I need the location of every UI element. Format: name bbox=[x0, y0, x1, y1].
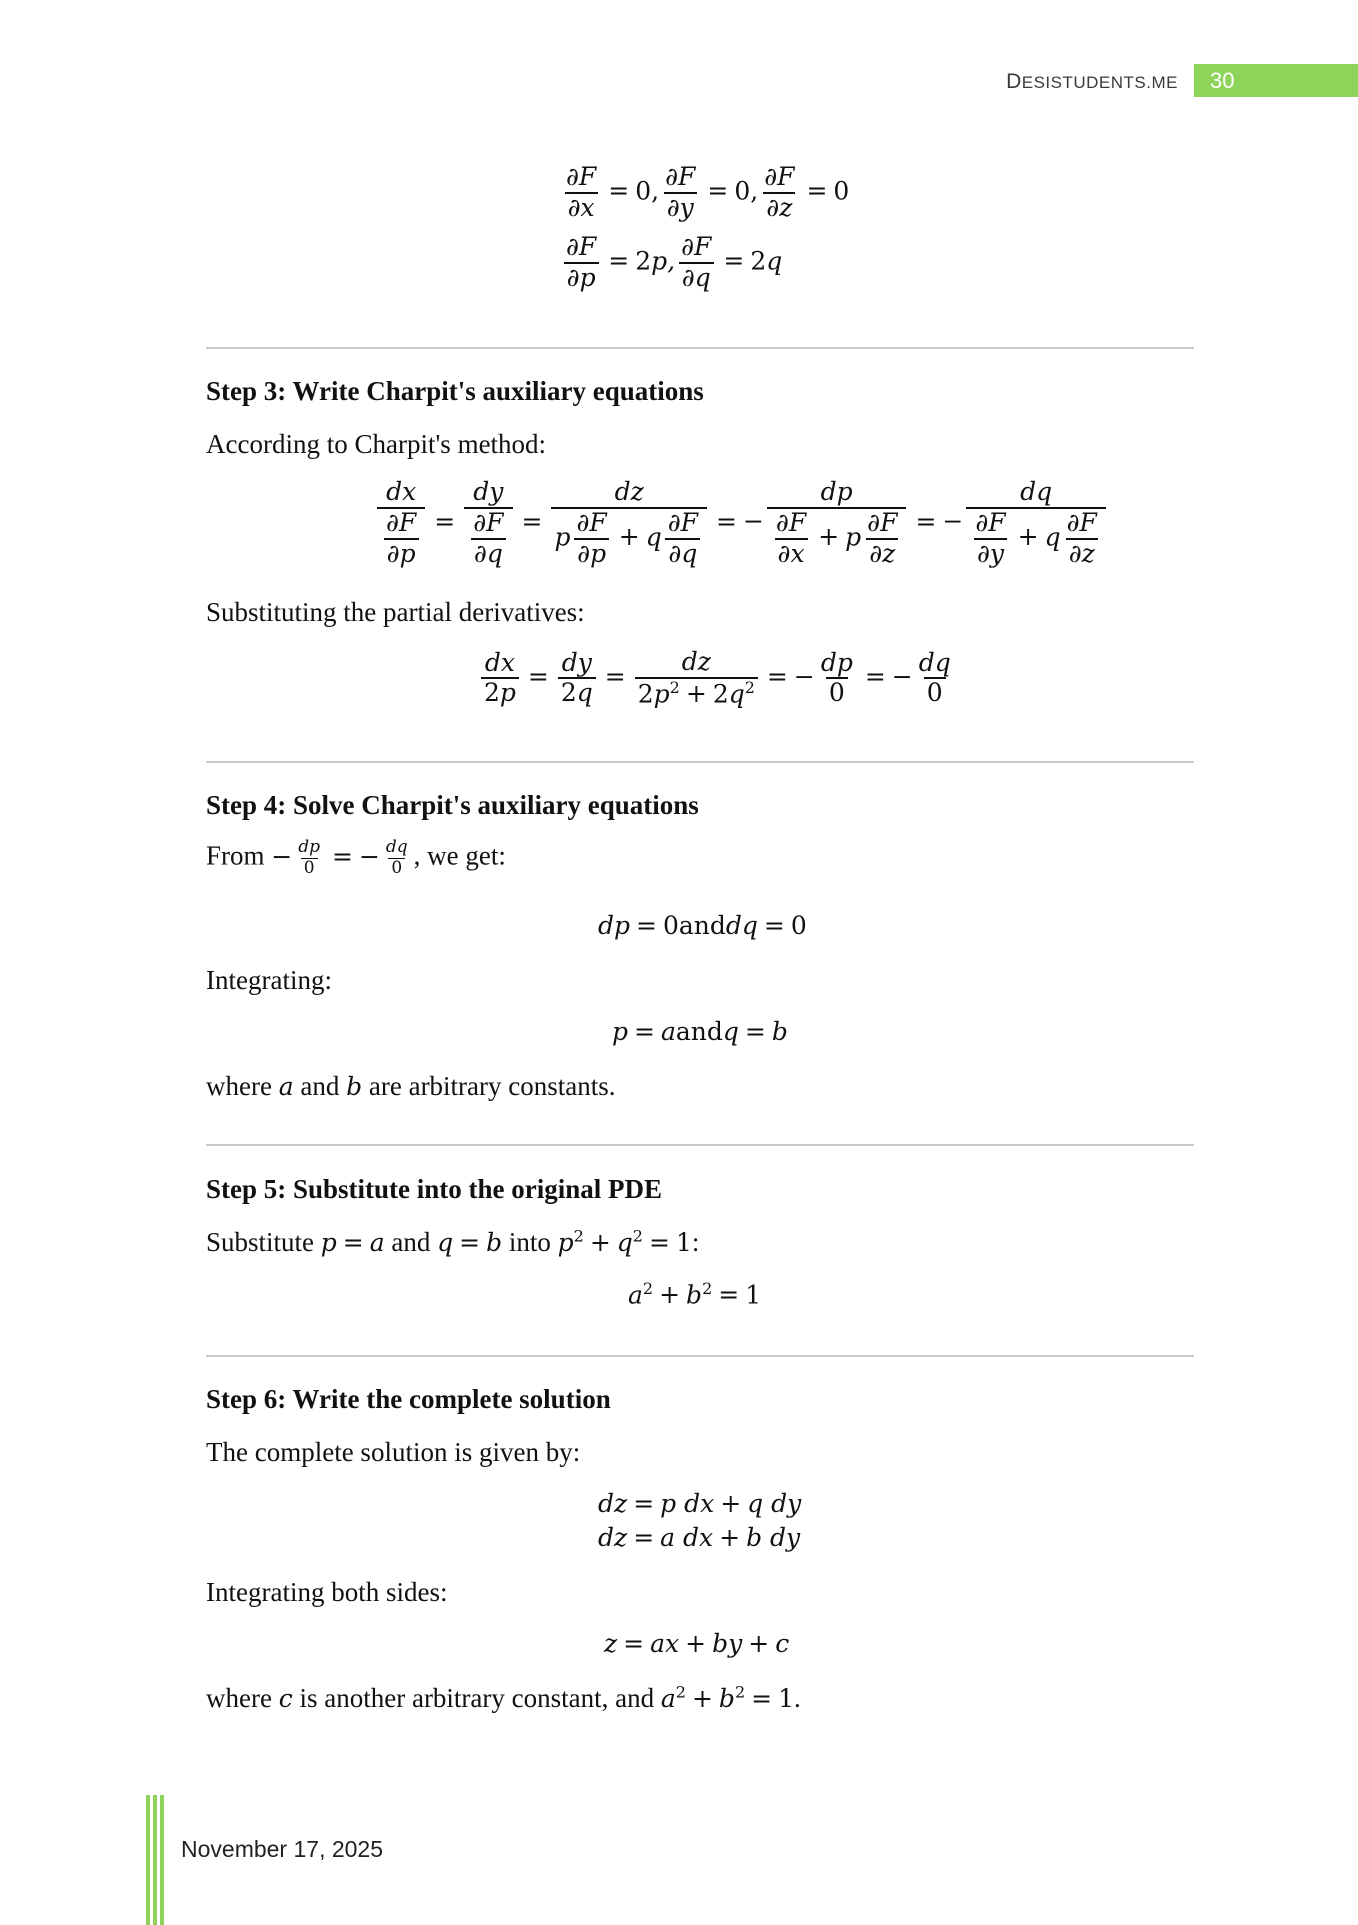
where-word: where bbox=[206, 1071, 272, 1101]
footer-date: November 17, 2025 bbox=[181, 1836, 384, 1862]
equation-dz-constants: dz = a dx + b dy bbox=[598, 1523, 801, 1552]
equation-p-q-constants: p = aandq = b bbox=[612, 1017, 788, 1046]
footer-bar bbox=[153, 1795, 157, 1925]
step4-integrating: Integrating: bbox=[206, 965, 332, 995]
step5-substitute-line: Substitute p = a and q = b into $p^2 + q^2 = 1$: bbox=[206, 1226, 700, 1257]
footer-bar bbox=[146, 1795, 150, 1925]
where-word: where bbox=[206, 1683, 272, 1713]
equation-dz-general: dz = p dx + q dy bbox=[598, 1489, 802, 1518]
constants-text: are arbitrary constants. bbox=[368, 1071, 616, 1101]
site-name bbox=[1006, 70, 1178, 94]
constant-text: is another arbitrary constant, and bbox=[299, 1683, 655, 1713]
into-word: into bbox=[508, 1227, 551, 1257]
step3-heading: Step 3: Write Charpit's auxiliary equations bbox=[206, 376, 704, 406]
step6-where-line: where c is another arbitrary constant, and $a^2 + b^2 = 1$. bbox=[206, 1682, 801, 1713]
step4-where-line: where a and b are arbitrary constants. bbox=[206, 1071, 616, 1101]
step4-heading: Step 4: Solve Charpit's auxiliary equations bbox=[206, 790, 699, 820]
site-rest: ESISTUDENTS bbox=[1021, 73, 1147, 92]
step5-heading: Step 5: Substitute into the original PDE bbox=[206, 1174, 663, 1204]
from-word: From bbox=[206, 840, 265, 871]
step6-heading: Step 6: Write the complete solution bbox=[206, 1384, 611, 1414]
and-word: and bbox=[391, 1227, 431, 1257]
step4-from-line: From − $\frac{dp}{0}$ = − $\frac{dq}{0}$ , we get: bbox=[206, 837, 506, 878]
step3-intro: According to Charpit's method: bbox=[206, 429, 547, 459]
divider bbox=[206, 347, 1194, 349]
equation-dp-dq-zero: dp = 0anddq = 0 bbox=[598, 911, 807, 940]
footer-bar bbox=[160, 1795, 164, 1925]
equation-charpit-auxiliary: $\frac{dx}{\frac{\partial F}{\partial p}}$ = $\frac{dy}{\frac{\partial F}{\partial q}}$ = dz p $\frac{\partial F}{\partial p}$ + q $\frac{\partial F}{\partial q}$ = − dp $\frac{\partial F}{\partial x}$ + p $\frac{\partial F}{\partial z}$ = − dq $\frac{\partial F}{\partial y}$ + q $\frac{\partial F}{\partial z}$ bbox=[374, 478, 1109, 568]
divider bbox=[206, 1144, 1194, 1146]
step6-integrating: Integrating both sides: bbox=[206, 1577, 448, 1607]
site-initial: D bbox=[1006, 70, 1022, 93]
divider bbox=[206, 1355, 1194, 1357]
step6-intro: The complete solution is given by: bbox=[206, 1437, 581, 1467]
we-get-text: , we get: bbox=[413, 840, 506, 871]
and-word: and bbox=[300, 1071, 340, 1101]
equation-substituted-auxiliary: $\frac{dx}{2p}$ = $\frac{dy}{2q}$ = $\frac{dz}{2p^2 + 2q^2}$ = − $\frac{dp}{0}$ = − $\frac{dq}{0}$ bbox=[478, 648, 957, 709]
divider bbox=[206, 761, 1194, 763]
equation-z-solution: z = ax + by + c bbox=[604, 1629, 790, 1658]
step3-substituting: Substituting the partial derivatives: bbox=[206, 597, 585, 627]
equation-a-b-squared: $a^2 + b^2 = 1$ bbox=[628, 1279, 762, 1310]
substitute-word: Substitute bbox=[206, 1227, 315, 1257]
site-suffix: .ME bbox=[1146, 73, 1178, 92]
equation-partials-pq: $\frac{\partial F}{\partial p}$ = 2p, $\frac{\partial F}{\partial q}$ = 2q bbox=[560, 233, 782, 293]
page-number: 30 bbox=[1194, 64, 1358, 97]
equation-partials-xyz: $\frac{\partial F}{\partial x}$ = 0, $\frac{\partial F}{\partial y}$ = 0, $\frac{\partial F}{\partial z}$ = 0 bbox=[566, 162, 850, 222]
